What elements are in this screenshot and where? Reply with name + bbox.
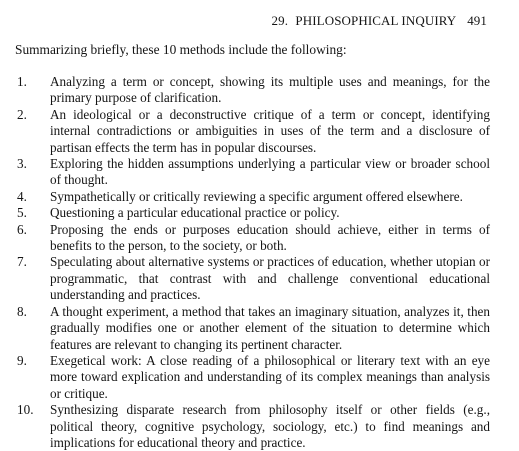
chapter-title: PHILOSOPHICAL INQUIRY bbox=[295, 13, 456, 28]
method-number: 9. bbox=[17, 352, 27, 368]
method-item-1 bbox=[0, 74, 519, 107]
method-number: 3. bbox=[17, 156, 27, 172]
method-item-6 bbox=[0, 222, 519, 255]
method-item-5 bbox=[0, 205, 519, 221]
method-item-4 bbox=[0, 189, 519, 205]
running-header bbox=[272, 13, 488, 29]
methods-list bbox=[0, 74, 519, 451]
method-number: 4. bbox=[17, 188, 27, 204]
method-text: Exegetical work: A close reading of a philosophical or literary text with an eye more toward explication and understanding of its complex meanings than analysis or critique. bbox=[50, 352, 490, 401]
method-item-8 bbox=[0, 304, 519, 353]
method-number: 2. bbox=[17, 106, 27, 122]
method-number: 6. bbox=[17, 221, 27, 237]
method-text: Proposing the ends or purposes education should achieve, either in terms of benefits to the person, to the society, or both. bbox=[50, 221, 490, 254]
method-item-3 bbox=[0, 156, 519, 189]
method-number: 5. bbox=[17, 205, 27, 221]
method-text: Questioning a particular educational practice or policy. bbox=[50, 205, 340, 221]
method-item-2 bbox=[0, 107, 519, 156]
method-number: 8. bbox=[17, 303, 27, 319]
method-text: A thought experiment, a method that takes an imaginary situation, analyzes it, then gradually modifies one or another element of the situation to determine which features are relevant to changing its pertinent character. bbox=[50, 303, 490, 352]
method-item-9 bbox=[0, 353, 519, 402]
chapter-number: 29. bbox=[271, 13, 289, 28]
method-item-7 bbox=[0, 254, 519, 303]
method-number: 10. bbox=[17, 402, 34, 418]
method-text: Sympathetically or critically reviewing a specific argument offered elsewhere. bbox=[50, 188, 463, 204]
method-text: An ideological or a deconstructive critique of a term or concept, identifying internal contradictions or ambiguities in uses of the term and a disclosure of partisan effects the term has in popular discourses. bbox=[50, 106, 490, 155]
method-text: Synthesizing disparate research from philosophy itself or other fields (e.g., political theory, cognitive psychology, sociology, etc.) to find meanings and implications for educational theory and practice. bbox=[50, 402, 490, 450]
method-text: Exploring the hidden assumptions underlying a particular view or broader school of thought. bbox=[50, 156, 490, 188]
method-number: 1. bbox=[17, 74, 27, 89]
page-number: 491 bbox=[467, 13, 487, 28]
method-text: Analyzing a term or concept, showing its multiple uses and meanings, for the primary purpose of clarification. bbox=[50, 74, 490, 106]
intro-sentence: Summarizing briefly, these 10 methods include the following: bbox=[15, 42, 347, 57]
method-number: 7. bbox=[17, 254, 27, 270]
method-text: Speculating about alternative systems or practices of education, whether utopian or programmatic, that contrast with and challenge conventional educational understanding and practices. bbox=[50, 254, 490, 303]
